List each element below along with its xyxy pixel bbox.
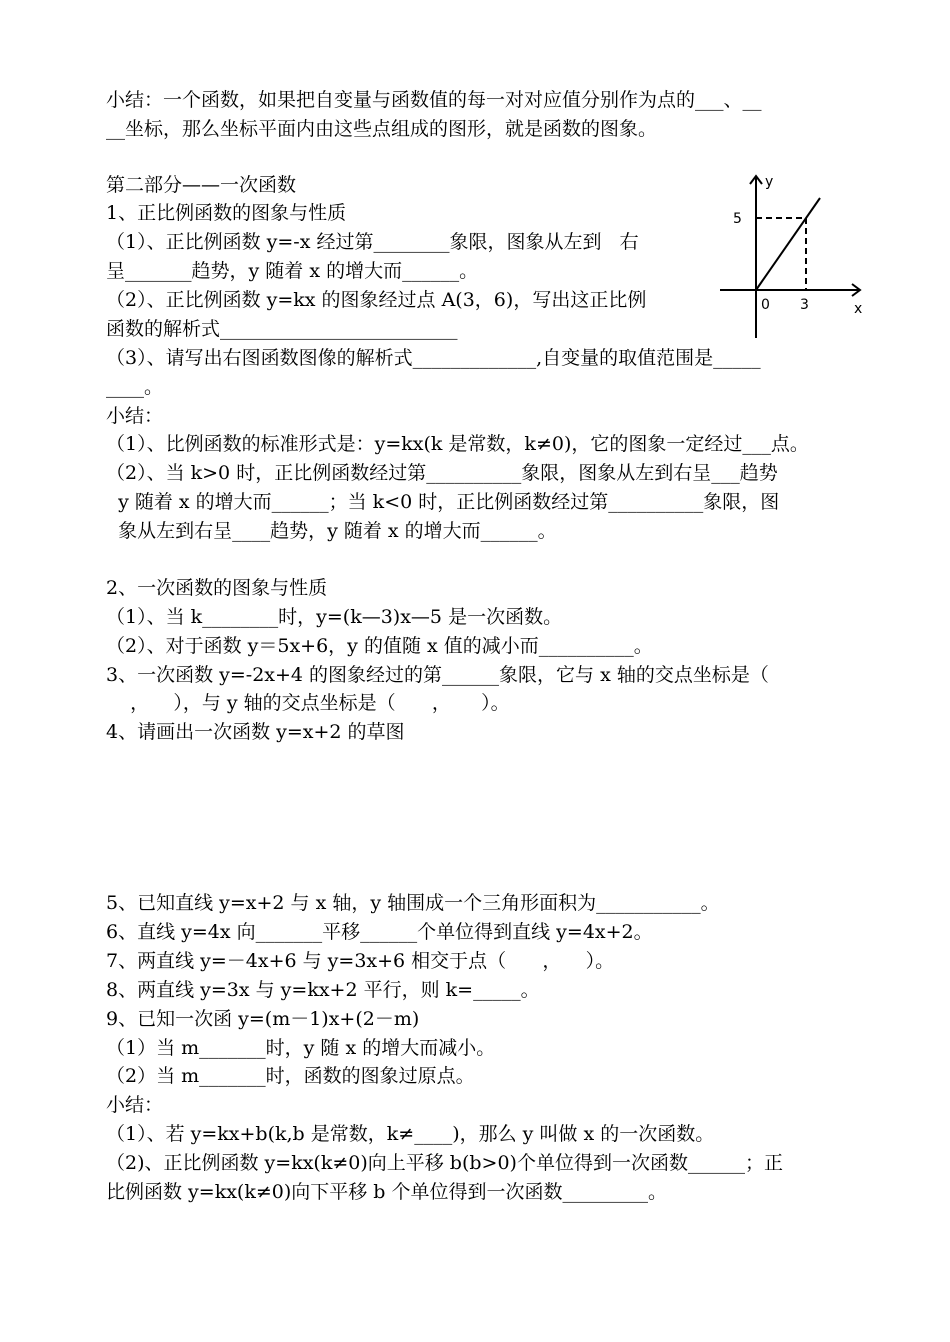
- text-line: 9、已知一次函 y=(m－1)x+(2－m): [106, 1008, 420, 1030]
- text-line: （2）、正比例函数 y=kx 的图象经过点 A(3，6)，写出这正比例: [106, 289, 647, 311]
- text-line: 8、两直线 y=3x 与 y=kx+2 平行，则 k=_____。: [106, 979, 540, 1001]
- x-axis-label: x: [854, 301, 863, 317]
- function-line: [756, 198, 820, 290]
- text-line: ， ），与 y 轴的交点坐标是（ ， ）。: [106, 692, 510, 714]
- text-line: （2）当 m_______时，函数的图象过原点。: [106, 1065, 475, 1087]
- text-line: ____。: [106, 376, 164, 398]
- text-line: （2)、正比例函数 y=kx(k≠0)向上平移 b(b>0)个单位得到一次函数______；正: [106, 1152, 783, 1174]
- text-line: （1）、当 k________时，y=(k—3)x—5 是一次函数。: [106, 606, 563, 628]
- text-line: 小结：一个函数，如果把自变量与函数值的每一对对应值分别作为点的___、__: [106, 89, 762, 111]
- text-line: （3）、请写出右图函数图像的解析式_____________,自变量的取值范围是_____: [106, 347, 761, 369]
- text-line: 7、两直线 y=－4x+6 与 y=3x+6 相交于点（ ， ）。: [106, 950, 615, 972]
- text-line: （1）、正比例函数 y=-x 经过第________象限，图象从左到 右: [106, 231, 639, 253]
- y-axis-label: y: [765, 174, 774, 190]
- text-line: 呈_______趋势，y 随着 x 的增大而______。: [106, 260, 479, 282]
- origin-label: 0: [761, 297, 770, 313]
- text-line: __坐标，那么坐标平面内由这些点组成的图形，就是函数的图象。: [106, 118, 658, 140]
- text-line: 1、正比例函数的图象与性质: [106, 202, 347, 224]
- function-graph: [700, 168, 870, 343]
- text-line: （2）、当 k>0 时，正比例函数经过第__________象限，图象从左到右呈___趋势: [106, 462, 778, 484]
- text-line: 小结：: [106, 1094, 164, 1116]
- text-line: 第二部分——一次函数: [106, 174, 297, 196]
- text-line: 象从左到右呈____趋势，y 随着 x 的增大而______。: [106, 520, 557, 542]
- text-line: 4、请画出一次函数 y=x+2 的草图: [106, 721, 405, 743]
- text-line: y 随着 x 的增大而______；当 k<0 时，正比例函数经过第__________象限，图: [106, 491, 780, 513]
- text-line: 3、一次函数 y=-2x+4 的图象经过的第______象限，它与 x 轴的交点坐标是（: [106, 664, 769, 686]
- text-line: 6、直线 y=4x 向_______平移______个单位得到直线 y=4x+2。: [106, 921, 653, 943]
- y-tick-label: 5: [733, 211, 742, 227]
- text-line: 比例函数 y=kx(k≠0)向下平移 b 个单位得到一次函数_________。: [106, 1181, 668, 1203]
- text-line: 小结：: [106, 405, 164, 427]
- text-line: （1）当 m_______时，y 随 x 的增大而减小。: [106, 1037, 496, 1059]
- text-line: （1）、比例函数的标准形式是：y=kx(k 是常数，k≠0)，它的图象一定经过___点。: [106, 433, 809, 455]
- text-line: 函数的解析式_________________________: [106, 318, 458, 340]
- text-line: （1）、若 y=kx+b(k,b 是常数，k≠____)，那么 y 叫做 x 的一次函数。: [106, 1123, 715, 1145]
- text-line: （2）、对于函数 y＝5x+6，y 的值随 x 值的减小而__________。: [106, 635, 653, 657]
- text-line: 2、一次函数的图象与性质: [106, 577, 328, 599]
- text-line: 5、已知直线 y=x+2 与 x 轴，y 轴围成一个三角形面积为___________。: [106, 892, 720, 914]
- x-tick-label: 3: [800, 297, 809, 313]
